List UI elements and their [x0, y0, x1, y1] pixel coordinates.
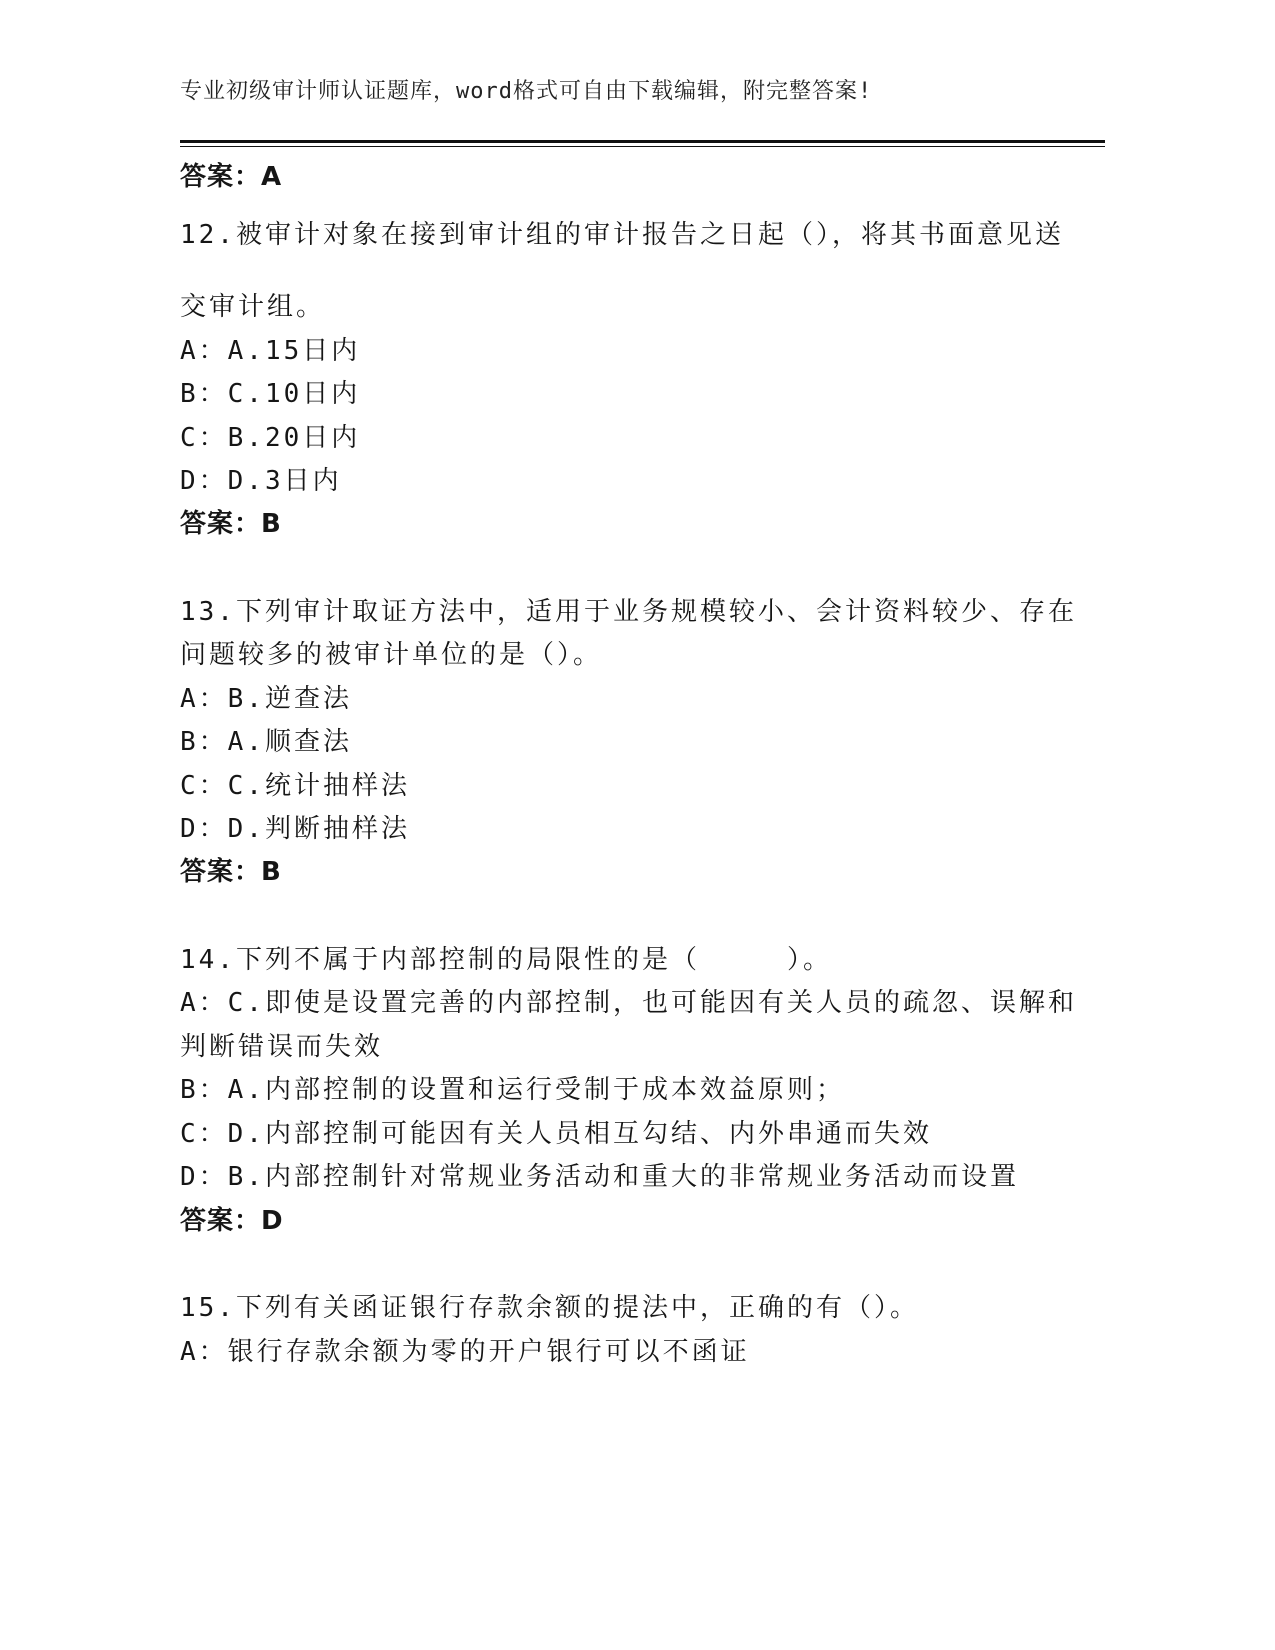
question-13-option-a: A：B.逆查法	[180, 684, 352, 714]
question-12-option-a: A：A.15日内	[180, 336, 361, 366]
question-12-option-b: B：C.10日内	[180, 379, 361, 409]
question-14-option-b: B：A.内部控制的设置和运行受制于成本效益原则；	[180, 1075, 845, 1105]
question-13-option-c: C：C.统计抽样法	[180, 771, 410, 801]
question-12-option-c: C：B.20日内	[180, 423, 361, 453]
question-13-answer: 答案：B	[180, 857, 282, 887]
header-rule	[180, 140, 1105, 143]
question-13-option-b: B：A.顺查法	[180, 727, 352, 757]
question-14-option-a-cont: 判断错误而失效	[180, 1032, 384, 1062]
question-14-answer: 答案：D	[180, 1206, 284, 1236]
question-14-stem: 14.下列不属于内部控制的局限性的是（ ）。	[180, 945, 832, 975]
answer-line: 答案：A	[180, 162, 283, 192]
question-15-stem: 15.下列有关函证银行存款余额的提法中，正确的有（）。	[180, 1293, 919, 1323]
question-15-option-a: A：银行存款余额为零的开户银行可以不函证	[180, 1337, 750, 1367]
question-13-stem: 13.下列审计取证方法中，适用于业务规模较小、会计资料较少、存在	[180, 597, 1077, 627]
question-12-stem: 12.被审计对象在接到审计组的审计报告之日起（），将其书面意见送	[180, 220, 1064, 250]
question-14-option-c: C：D.内部控制可能因有关人员相互勾结、内外串通而失效	[180, 1119, 932, 1149]
question-13-option-d: D：D.判断抽样法	[180, 814, 410, 844]
page-header: 专业初级审计师认证题库，word格式可自由下载编辑，附完整答案!	[180, 79, 873, 104]
question-12-answer: 答案：B	[180, 509, 282, 539]
question-12-option-d: D：D.3日内	[180, 466, 342, 496]
question-14-option-d: D：B.内部控制针对常规业务活动和重大的非常规业务活动而设置	[180, 1162, 1019, 1192]
question-13-stem-cont: 问题较多的被审计单位的是（）。	[180, 640, 603, 670]
question-14-option-a: A：C.即使是设置完善的内部控制，也可能因有关人员的疏忽、误解和	[180, 988, 1077, 1018]
header-rule-thin	[180, 146, 1105, 147]
question-12-stem-cont: 交审计组。	[180, 292, 326, 322]
